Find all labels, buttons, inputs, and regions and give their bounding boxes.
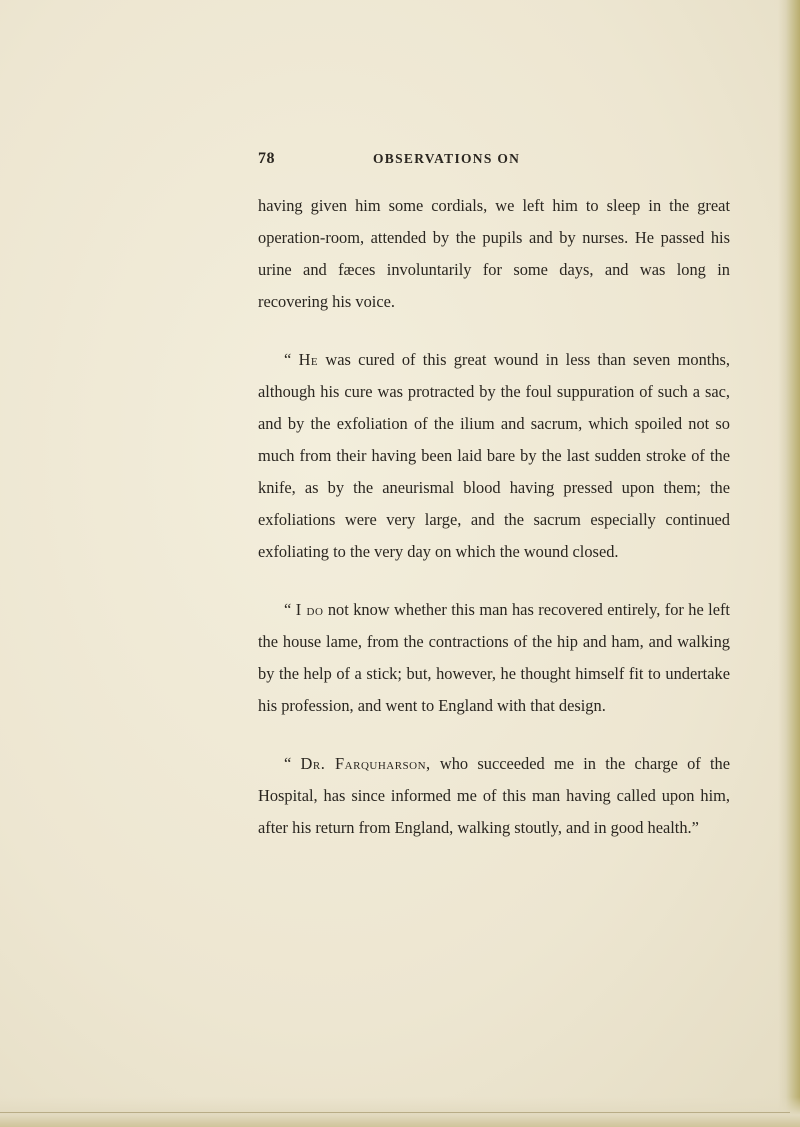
- paragraph-4-open-quote: “: [284, 754, 301, 773]
- paragraph-4: [258, 748, 730, 844]
- body-text: [258, 190, 730, 870]
- paragraph-4-text: who succeeded me in the charge of the Hospital, has since informed me of this man having called upon him, after his return from England, walking stoutly, and in good health.”: [258, 754, 731, 837]
- paragraph-3-lead: I do: [295, 600, 324, 619]
- paragraph-2: [258, 344, 730, 568]
- paragraph-3-text: not know whether this man has recovered entirely, for he left the house lame, from the contractions of the hip and ham, and walking by the help of a stick; but, however, he thought himself fit to undertake his profession, and went to England with that design.: [258, 600, 730, 715]
- paragraph-2-open-quote: “: [284, 350, 299, 369]
- paragraph-2-text: was cured of this great wound in less than seven months, although his cure was protracted by the foul suppuration of such a sac, and by the exfoliation of the ilium and sacrum, which spoiled not so much from their having been laid bare by the last sudden stroke of the knife, as by the aneurismal blood having pressed upon them; the exfoliations were very large, and the sacrum especially continued exfoliating to the very day on which the wound closed.: [258, 350, 730, 561]
- page-bottom-line: [0, 1112, 790, 1113]
- paragraph-1: [258, 190, 730, 318]
- paragraph-1-text: having given him some cordials, we left him to sleep in the great operation-room, attended by the pupils and by nurses. He passed his urine and fæces involuntarily for some days, and was long in recovering his voice.: [258, 196, 730, 311]
- paragraph-3-open-quote: “: [284, 600, 296, 619]
- page-number: 78: [258, 150, 275, 167]
- paragraph-2-lead: He: [298, 350, 319, 369]
- page-edge-shadow: [778, 0, 800, 1127]
- paragraph-4-lead: Dr. Farquharson,: [300, 754, 431, 773]
- page-header: [258, 150, 730, 172]
- running-head: OBSERVATIONS ON: [373, 151, 521, 166]
- paragraph-3: [258, 594, 730, 722]
